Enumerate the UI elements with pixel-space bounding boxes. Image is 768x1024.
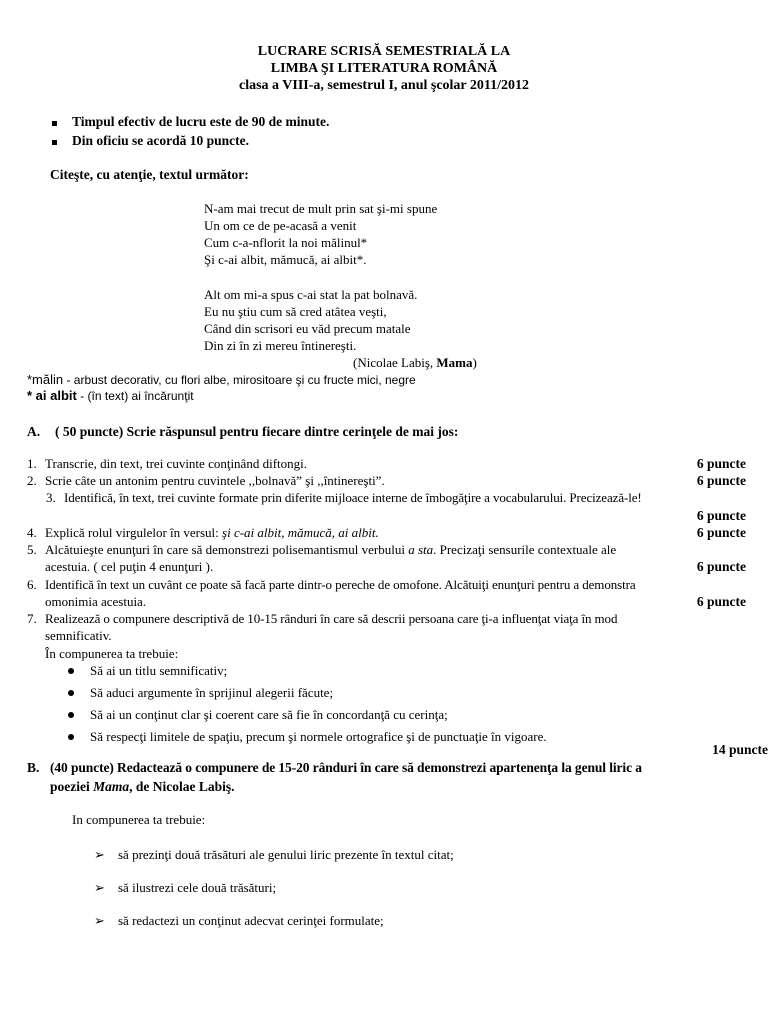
poem-line: Din zi în zi mereu întinereşti. <box>204 338 357 353</box>
item-6-text: Identifică în text un cuvânt ce poate să facă parte dintr-o pereche de omofone. Alcătuiţi enunţuri pentru a demonstra <box>45 577 636 592</box>
arrow-bullet-icon: ➢ <box>94 880 105 895</box>
item-7-text: Realizează o compunere descriptivă de 10-15 rânduri în care să descrii persoana care ţi-a influenţat viaţa în mod <box>45 611 618 626</box>
part-a-label: A. <box>27 424 41 439</box>
item-7-text-line2: semnificativ. <box>45 628 112 643</box>
item-4-prefix: Explică rolul virgulelor în versul: <box>45 525 223 540</box>
poem-line: Când din scrisori eu văd precum matale <box>204 321 411 336</box>
glossary-term: *mălin <box>27 372 64 387</box>
item-7-bullet: Să aduci argumente în sprijinul alegerii făcute; <box>90 685 334 700</box>
round-bullet-icon <box>68 712 74 718</box>
poem-line: Alt om mi-a spus c-ai stat la pat bolnavă. <box>204 287 418 302</box>
item-number: 5. <box>27 542 37 557</box>
poem-line: Şi c-ai albit, mămucă, ai albit*. <box>204 252 367 267</box>
item-7-bullet: Să respecţi limitele de spaţiu, precum şi normele ortografice şi de punctuaţie în vigoare. <box>90 729 547 744</box>
item-5-prefix: Alcătuieşte enunţuri în care să demonstrezi polisemantismul verbului <box>45 542 409 557</box>
poem-line: Eu nu ştiu cum să cred atâtea veşti, <box>204 304 387 319</box>
round-bullet-icon <box>68 690 74 696</box>
item-5-suffix: . Precizaţi sensurile contextuale ale <box>433 542 617 557</box>
part-b-title-line2 <box>50 779 235 795</box>
rule-points: Din oficiu se acordă 10 puncte. <box>72 133 249 148</box>
poem-source <box>353 355 477 371</box>
item-7-bullet: Să ai un conţinut clar şi coerent care să fie în concordanţă cu cerinţa; <box>90 707 448 722</box>
item-5-text-line2: acestuia. ( cel puţin 4 enunţuri ). <box>45 559 214 574</box>
part-b-item: să prezinţi două trăsături ale genului liric prezente în textul citat; <box>118 847 454 862</box>
item-3-text: Identifică, în text, trei cuvinte formate prin diferite mijloace interne de îmbogăţire a vocabularului. Precizează-le! <box>64 490 642 505</box>
item-5-points: 6 puncte <box>696 559 746 574</box>
arrow-bullet-icon: ➢ <box>94 847 105 862</box>
part-b-poem-suffix: , de Nicolae Labiş. <box>129 779 235 794</box>
part-b-poem-title: Mama <box>93 779 130 794</box>
round-bullet-icon <box>68 734 74 740</box>
item-number: 6. <box>27 577 37 592</box>
poem-line: Un om ce de pe-acasă a venit <box>204 218 357 233</box>
reading-instruction: Citeşte, cu atenţie, textul următor: <box>50 167 249 182</box>
glossary-albit <box>27 387 194 405</box>
item-6-text-line2: omonimia acestuia. <box>45 594 147 609</box>
part-a-title: ( 50 puncte) Scrie răspunsul pentru fiecare dintre cerinţele de mai jos: <box>55 424 459 439</box>
square-bullet-icon <box>52 140 57 145</box>
item-6-points: 6 puncte <box>696 594 746 609</box>
part-b-label: B. <box>27 760 40 775</box>
round-bullet-icon <box>68 668 74 674</box>
item-number: 1. <box>27 456 37 471</box>
item-number: 2. <box>27 473 37 488</box>
item-7-bullet: Să ai un titlu semnificativ; <box>90 663 228 678</box>
rule-time: Timpul efectiv de lucru este de 90 de minute. <box>72 114 330 129</box>
square-bullet-icon <box>52 121 57 126</box>
item-5-text <box>45 542 616 558</box>
part-b-intro: In compunerea ta trebuie: <box>72 812 206 827</box>
source-close: ) <box>472 355 477 370</box>
source-author: (Nicolae Labiş, <box>353 355 437 370</box>
item-4-verse: şi c-ai albit, mămucă, ai albit. <box>222 525 379 540</box>
item-4-text <box>45 525 379 541</box>
item-1-points: 6 puncte <box>696 456 746 471</box>
title-line-2: LIMBA ŞI LITERATURA ROMÂNĂ <box>270 61 498 76</box>
item-4-points: 6 puncte <box>696 525 746 540</box>
item-1-text: Transcrie, din text, trei cuvinte conţinând diftongi. <box>45 456 307 471</box>
item-2-text: Scrie câte un antonim pentru cuvintele ,,bolnavă” şi ,,întinereşti”. <box>45 473 385 488</box>
glossary-definition: - arbust decorativ, cu flori albe, mirositoare şi cu fructe mici, negre <box>63 373 416 387</box>
part-b-poem-prefix: poeziei <box>50 779 94 794</box>
part-b-title: (40 puncte) Redactează o compunere de 15-20 rânduri în care să demonstrezi apartenenţa la genul liric a <box>50 760 642 775</box>
poem-line: N-am mai trecut de mult prin sat şi-mi spune <box>204 201 438 216</box>
arrow-bullet-icon: ➢ <box>94 913 105 928</box>
item-7-intro: În compunerea ta trebuie: <box>45 646 179 661</box>
glossary-definition: - (în text) ai încărunţit <box>76 389 194 403</box>
item-2-points: 6 puncte <box>696 473 746 488</box>
item-number: 7. <box>27 611 37 626</box>
title-line-3: clasa a VIII-a, semestrul I, anul şcolar 2011/2012 <box>239 78 529 93</box>
part-b-item: să redactezi un conţinut adecvat cerinţei formulate; <box>118 913 384 928</box>
item-number: 3. <box>46 490 56 505</box>
glossary-term: * ai albit <box>27 388 77 403</box>
poem-line: Cum c-a-nflorit la noi mălinul* <box>204 235 368 250</box>
item-5-verb: a sta <box>408 542 434 557</box>
source-title: Mama <box>436 355 473 370</box>
item-7-points: 14 puncte <box>712 742 768 757</box>
part-b-item: să ilustrezi cele două trăsături; <box>118 880 277 895</box>
item-3-points: 6 puncte <box>696 508 746 523</box>
title-line-1: LUCRARE SCRISĂ SEMESTRIALĂ LA <box>257 44 511 59</box>
item-number: 4. <box>27 525 37 540</box>
